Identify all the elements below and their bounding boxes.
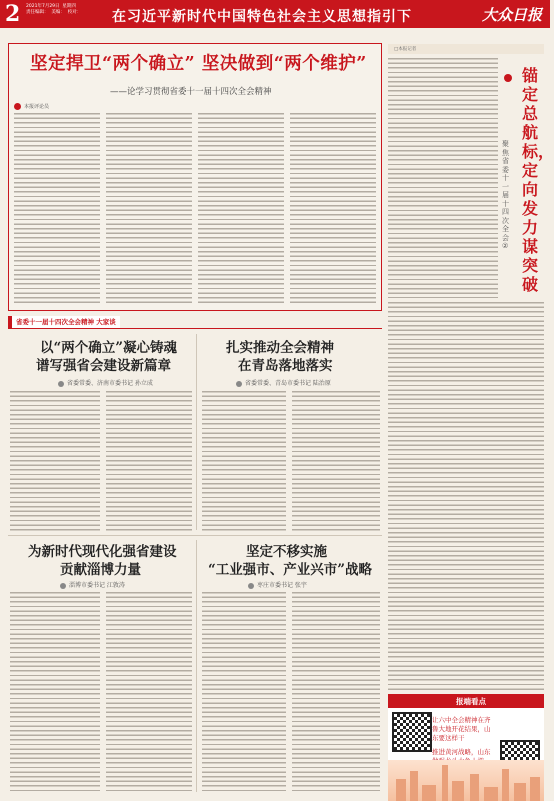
section-tag: 省委十一届十四次全会精神 大家谈 [8, 316, 120, 328]
right-feature-body-b [388, 302, 544, 690]
article-4-title: 坚定不移实施 [246, 544, 327, 560]
article-3-title-line2: 贡献淄博力量 [60, 562, 141, 578]
article-3-body-col-2 [106, 592, 192, 792]
article-2-title-line2: 在青岛落地落实 [238, 358, 333, 374]
article-3-author: 淄博市委书记 江敦涛 [60, 580, 125, 589]
article-4-title-line2: “工业强市、产业兴市”战略 [208, 562, 373, 578]
article-2-body-col-1 [202, 391, 286, 531]
right-feature-title: 锚定总航标，定向发力谋突破 [522, 66, 554, 294]
article-3-body-col-1 [10, 592, 100, 792]
article-4-body-col-2 [292, 592, 380, 792]
article-1-body-col-2 [106, 391, 192, 531]
feature-subtitle: ——论学习贯彻省委十一届十四次全会精神 [110, 87, 272, 97]
row-divider [8, 535, 382, 536]
newspaper-logo: 大众日报 [481, 6, 542, 24]
feature-body-col-3 [198, 113, 284, 305]
feature-body-col-1 [14, 113, 100, 305]
right-feature-body-a [388, 58, 498, 298]
feature-body-col-2 [106, 113, 192, 305]
page-header [0, 0, 550, 28]
article-4-body-col-1 [202, 592, 286, 792]
section-rule [8, 328, 382, 329]
page-date: 2021年7月29日 星期四 责任编辑： 美编： 校对： [26, 4, 82, 15]
article-2-author: 省委常委、青岛市委书记 陆治原 [236, 378, 331, 387]
right-feature-subtitle: 聚焦省委十一届十四次全会② [502, 140, 509, 250]
article-1-title: 以“两个确立”凝心铸魂 [40, 340, 178, 356]
feature-body-col-4 [290, 113, 376, 305]
highlights-item-2[interactable]: 推进黄河战略，山东 [432, 748, 491, 756]
highlights-item-1[interactable]: 让六中全会精神在齐鲁大地开花结果，山东要这样干 [432, 716, 491, 742]
article-1-author: 省委常委、济南市委书记 孙立成 [58, 378, 153, 387]
feature-title: 坚定捍卫“两个确立” 坚决做到“两个维护” [30, 54, 367, 74]
article-2-body-col-2 [292, 391, 380, 531]
column-divider [196, 540, 197, 792]
right-feature-byline: □本报记者 [394, 47, 417, 52]
feature-author: 本报评论员 [14, 103, 49, 110]
highlights-heading: 报端看点 [456, 697, 486, 706]
article-3-title: 为新时代现代化强省建设 [28, 544, 177, 560]
article-1-body-col-1 [10, 391, 100, 531]
column-divider [196, 334, 197, 530]
qr-code-icon[interactable] [392, 712, 432, 752]
page-number: 2 [5, 1, 21, 27]
article-1-title-line2: 谱写强省会建设新篇章 [36, 358, 171, 374]
article-4-author: 枣庄市委书记 张宇 [248, 580, 307, 589]
bullet-icon [504, 74, 512, 82]
article-2-title: 扎实推动全会精神 [226, 340, 334, 356]
city-skyline-graphic [388, 760, 544, 801]
page-banner: 在习近平新时代中国特色社会主义思想指引下 [112, 9, 412, 25]
